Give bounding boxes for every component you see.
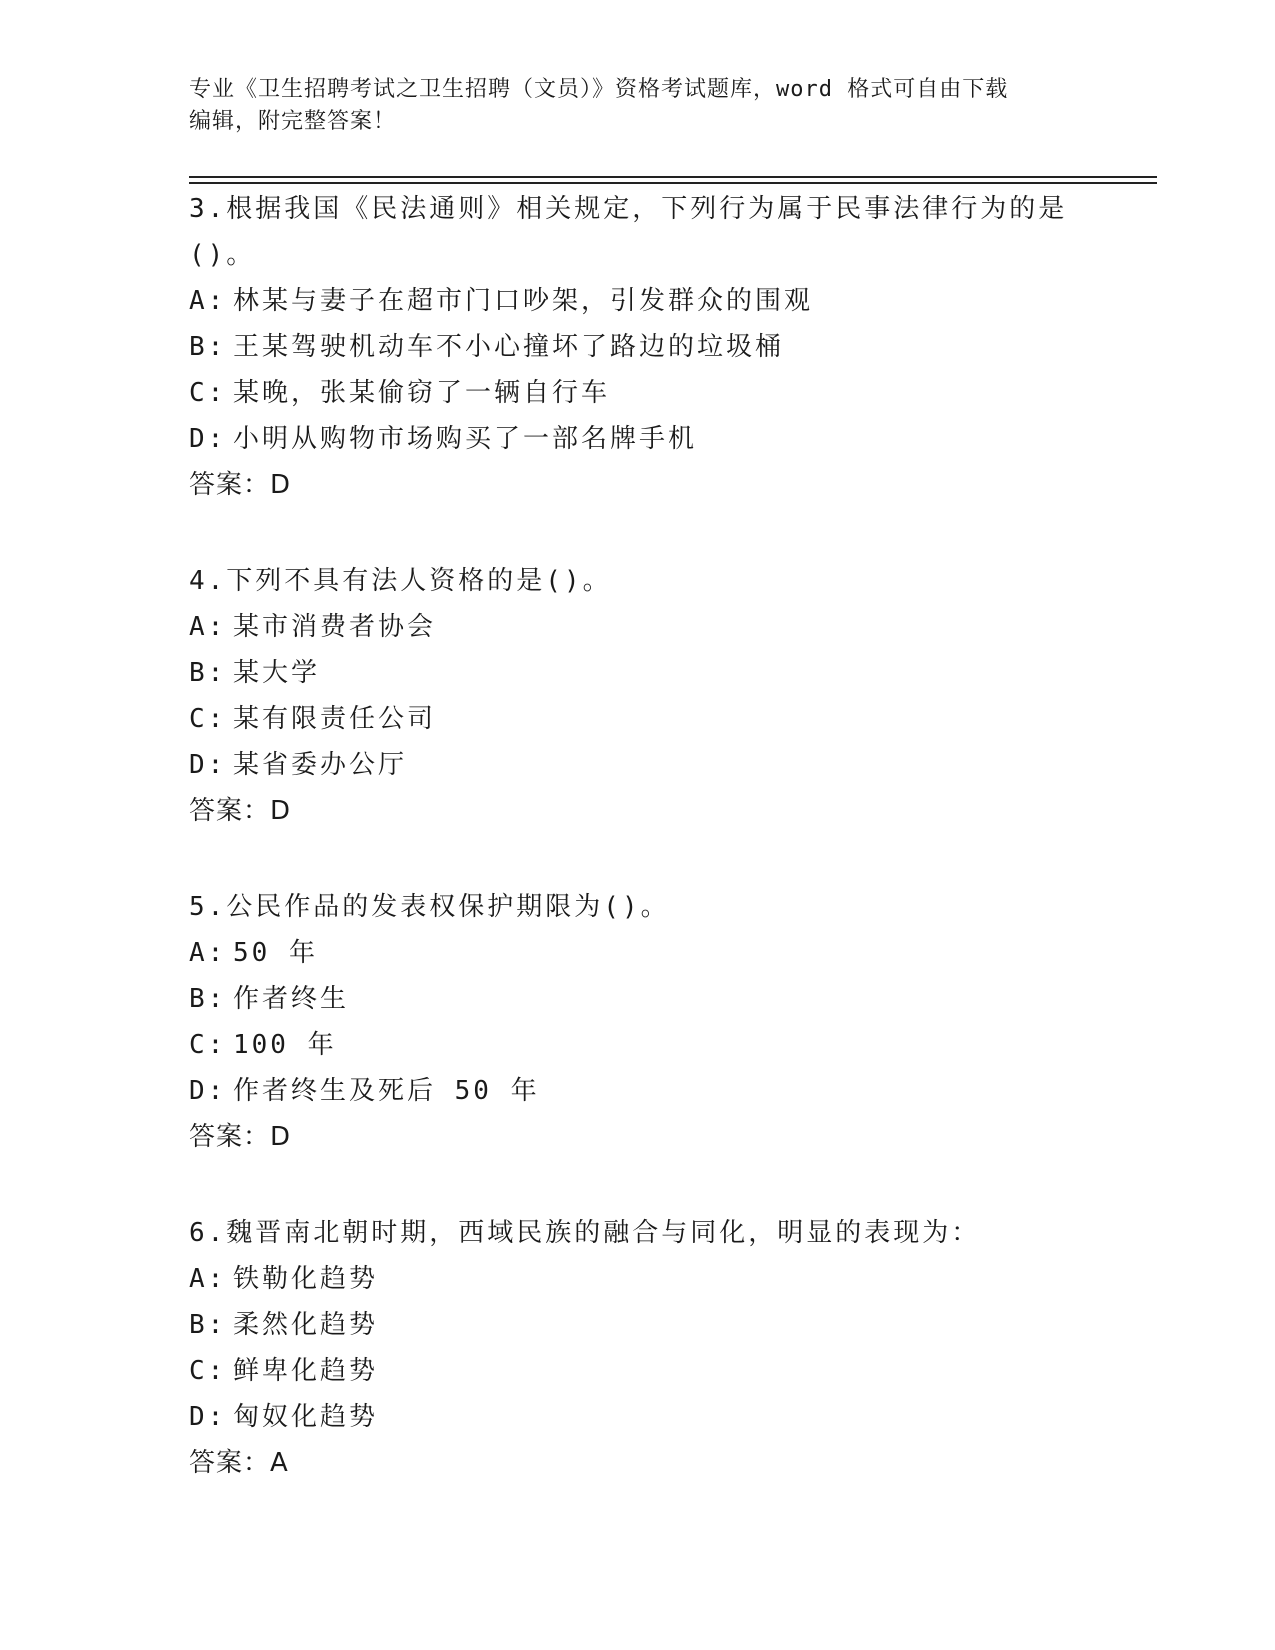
option-key: C: [189,704,227,734]
option-a [189,278,1089,324]
option-key: A: [189,612,227,642]
option-text: 某大学 [233,658,321,688]
option-text: 100 年 [233,1030,337,1060]
option-text: 王某驾驶机动车不小心撞坏了路边的垃圾桶 [233,332,785,362]
header-divider-bottom [189,182,1157,184]
option-b [189,976,1089,1022]
answer-line: 答案：A [189,1448,289,1478]
option-text: 作者终生 [233,984,350,1014]
document-header [189,74,1089,138]
option-c [189,696,1089,742]
option-key: B: [189,658,227,688]
header-line-1: 专业《卫生招聘考试之卫生招聘（文员）》资格考试题库，word 格式可自由下载 [189,77,1009,102]
option-b [189,650,1089,696]
option-c [189,1348,1089,1394]
option-key: B: [189,984,227,1014]
answer-line: 答案：D [189,796,292,826]
option-d [189,1068,1089,1114]
option-text: 某省委办公厅 [233,750,408,780]
option-key: C: [189,378,227,408]
option-text: 林某与妻子在超市门口吵架，引发群众的围观 [233,286,814,316]
option-b [189,1302,1089,1348]
option-c [189,370,1089,416]
question-stem: 5.公民作品的发表权保护期限为()。 [189,892,670,922]
option-key: B: [189,332,227,362]
option-key: D: [189,424,227,454]
option-text: 鲜卑化趋势 [233,1356,379,1386]
option-key: A: [189,938,227,968]
option-key: C: [189,1030,227,1060]
option-text: 小明从购物市场购买了一部名牌手机 [233,424,698,454]
question-6 [189,1210,1089,1486]
question-list [189,186,1089,1536]
option-key: A: [189,1264,227,1294]
option-key: B: [189,1310,227,1340]
question-3 [189,186,1089,508]
question-5 [189,884,1089,1160]
option-a [189,930,1089,976]
option-text: 50 年 [233,938,318,968]
option-text: 某晚，张某偷窃了一辆自行车 [233,378,611,408]
answer-line: 答案：D [189,1122,292,1152]
question-stem: 4.下列不具有法人资格的是()。 [189,566,612,596]
option-text: 某市消费者协会 [233,612,437,642]
question-4 [189,558,1089,834]
option-text: 铁勒化趋势 [233,1264,379,1294]
answer-line: 答案：D [189,470,292,500]
option-key: D: [189,1076,227,1106]
option-text: 匈奴化趋势 [233,1402,379,1432]
option-key: D: [189,750,227,780]
option-key: C: [189,1356,227,1386]
header-divider-top [189,176,1157,178]
option-a [189,604,1089,650]
option-a [189,1256,1089,1302]
header-line-2: 编辑，附完整答案！ [189,109,397,134]
option-key: D: [189,1402,227,1432]
option-key: A: [189,286,227,316]
option-c [189,1022,1089,1068]
option-text: 柔然化趋势 [233,1310,379,1340]
option-b [189,324,1089,370]
option-d [189,1394,1089,1440]
option-text: 作者终生及死后 50 年 [233,1076,540,1106]
question-stem-continued: ()。 [189,240,256,270]
question-stem: 6.魏晋南北朝时期，西域民族的融合与同化，明显的表现为： [189,1218,981,1248]
option-d [189,742,1089,788]
option-d [189,416,1089,462]
option-text: 某有限责任公司 [233,704,437,734]
question-stem: 3.根据我国《民法通则》相关规定，下列行为属于民事法律行为的是 [189,194,1068,224]
